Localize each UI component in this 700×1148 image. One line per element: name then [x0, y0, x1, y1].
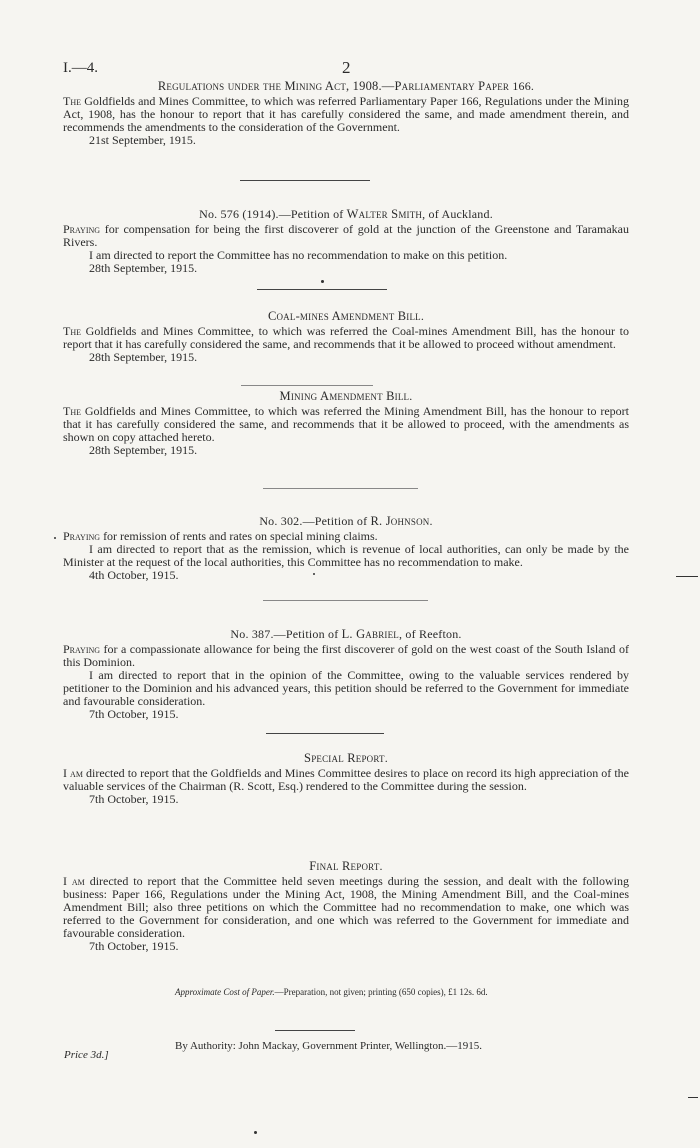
cost-note: Approximate Cost of Paper.—Preparation, not given; printing (650 copies), £1 12s. 6d. [175, 987, 488, 997]
section-title: No. 302.—Petition of R. Johnson. [259, 514, 433, 528]
section-coal-mines-bill [63, 310, 629, 364]
section-date: 4th October, 1915. [89, 568, 179, 582]
divider-rule [275, 1030, 355, 1031]
section-title: Coal-mines Amendment Bill. [267, 309, 425, 323]
price-note: Price 3d.] [64, 1049, 109, 1061]
divider-rule [263, 600, 428, 601]
section-paragraph: The Goldfields and Mines Committee, to which was referred Parliamentary Paper 166, Regulations under the Mining Act, 1908, has the honour to report that it has carefully considered the same, and made amendment therein, and recommends the amendments to the consideration of the Government. [63, 94, 629, 134]
section-title: Special Report. [304, 751, 388, 765]
section-title: Mining Amendment Bill. [279, 389, 413, 403]
divider-rule [241, 385, 373, 386]
section-paragraph-2: I am directed to report that in the opinion of the Committee, owing to the valuable services rendered by petitioner to the Dominion and his advanced years, this petition should be referred to the Government for immediate and favourable consideration. [63, 668, 629, 708]
section-petition-gabriel [63, 628, 629, 721]
section-paragraph: The Goldfields and Mines Committee, to which was referred the Coal-mines Amendment Bill, has the honour to report that it has carefully considered the same, and recommends that it be allowed to proceed without amendment. [63, 324, 629, 351]
section-paragraph: I am directed to report that the Committee held seven meetings during the session, and dealt with the following business: Paper 166, Regulations under the Mining Act, 1908, the Mining Amendment Bill, and the Coal-mines Amendment Bill; also three petitions on which the Committee had no recommendation to make, one which was referred to the Government for consideration, and one which was referred to the Government for immediate and favourable consideration. [63, 874, 629, 940]
section-title: Final Report. [309, 859, 383, 873]
section-date: 28th September, 1915. [89, 350, 198, 364]
divider-rule [263, 488, 418, 489]
divider-rule [266, 733, 384, 734]
divider-rule [257, 289, 387, 290]
section-paragraph: Praying for compensation for being the first discoverer of gold at the junction of the Greenstone and Taramakau Rivers. [63, 222, 629, 249]
print-speck [254, 1131, 257, 1134]
section-title: No. 576 (1914).—Petition of Walter Smith, of Auckland. [199, 207, 493, 221]
print-speck [321, 280, 324, 283]
section-date: 28th September, 1915. [89, 443, 198, 457]
margin-mark [676, 576, 698, 577]
section-paragraph: Praying for remission of rents and rates on special mining claims. [63, 529, 378, 543]
section-date: 28th September, 1915. [89, 261, 198, 275]
section-regulations [63, 80, 629, 147]
section-special-report [63, 752, 629, 806]
section-date: 21st September, 1915. [89, 133, 196, 147]
section-date: 7th October, 1915. [89, 707, 179, 721]
section-petition-johnson [63, 515, 629, 582]
section-date: 7th October, 1915. [89, 939, 179, 953]
margin-mark [688, 1097, 698, 1098]
section-title: Regulations under the Mining Act, 1908.—Parliamentary Paper 166. [157, 79, 535, 93]
section-mining-bill [63, 390, 629, 457]
section-final-report [63, 860, 629, 953]
section-title: No. 387.—Petition of L. Gabriel, of Reefton. [230, 627, 462, 641]
print-speck [54, 537, 56, 539]
section-paragraph-2: I am directed to report the Committee has no recommendation to make on this petition. [89, 248, 508, 262]
section-paragraph: Praying for a compassionate allowance for being the first discoverer of gold on the west coast of the South Island of this Dominion. [63, 642, 629, 669]
divider-rule [240, 180, 370, 181]
page-number: 2 [342, 58, 351, 77]
section-paragraph-2: I am directed to report that as the remission, which is revenue of local authorities, can only be made by the Minister at the request of the local authorities, this Committee has no recommendation to make. [63, 542, 629, 569]
section-date: 7th October, 1915. [89, 792, 179, 806]
running-head: I.—4. [63, 60, 98, 76]
section-petition-smith [63, 208, 629, 275]
section-paragraph: The Goldfields and Mines Committee, to which was referred the Mining Amendment Bill, has the honour to report that it has carefully considered the same, and recommends that it be allowed to proceed, with the amendments as shown on copy attached hereto. [63, 404, 629, 444]
section-paragraph: I am directed to report that the Goldfields and Mines Committee desires to place on record its high appreciation of the valuable services of the Chairman (R. Scott, Esq.) rendered to the Committee during the session. [63, 766, 629, 793]
printer-authority: By Authority: John Mackay, Government Printer, Wellington.—1915. [175, 1040, 482, 1052]
print-speck [313, 573, 315, 575]
